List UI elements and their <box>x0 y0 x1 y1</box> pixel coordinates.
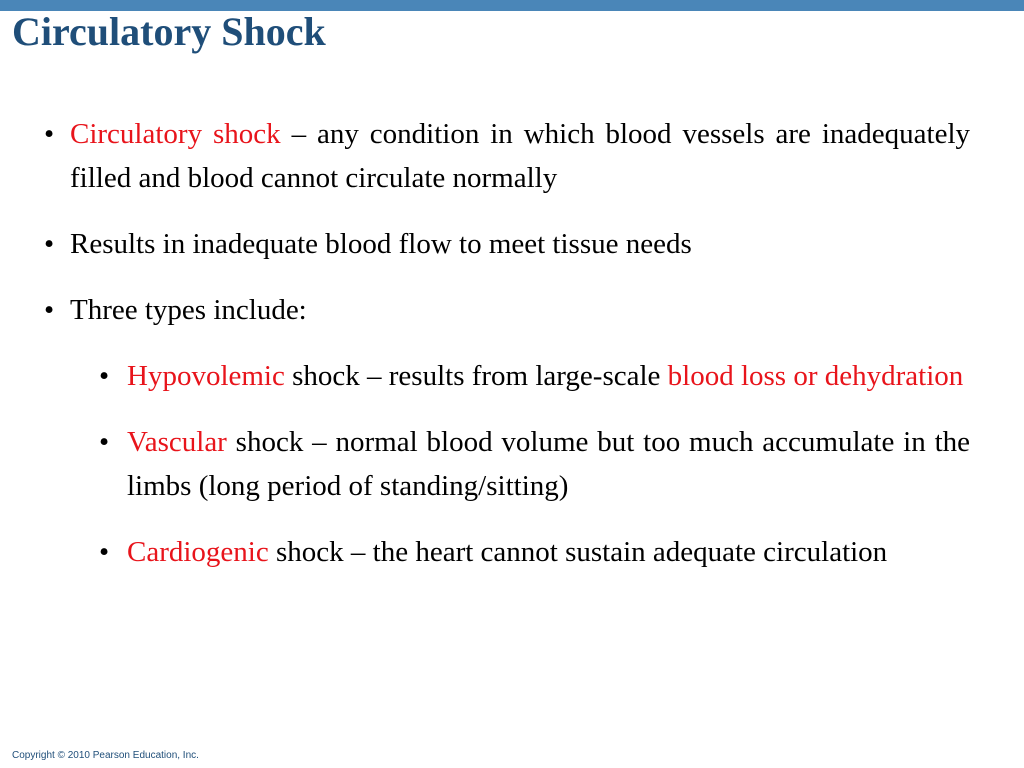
sub-bullet-item <box>99 354 970 398</box>
bullet-marker: • <box>99 426 110 458</box>
bullet-item <box>44 288 970 332</box>
bullet-item <box>44 222 970 266</box>
sub-bullet-item <box>99 530 970 574</box>
bullet-text: shock – results from large-scale <box>284 360 668 392</box>
bullet-list <box>0 112 1024 596</box>
bullet-text: Results in inadequate blood flow to meet tissue needs <box>70 228 692 260</box>
highlight-term: Circulatory shock <box>70 118 281 150</box>
bullet-text: Three types include: <box>70 294 307 326</box>
bullet-marker: • <box>44 294 55 326</box>
bullet-marker: • <box>44 228 55 260</box>
bullet-marker: • <box>44 118 55 150</box>
slide-title: Circulatory Shock <box>12 9 326 54</box>
sub-bullet-item <box>99 420 970 508</box>
highlight-term: Hypovolemic <box>127 360 285 392</box>
highlight-term: blood loss or dehydration <box>667 360 964 392</box>
bullet-text: shock – normal blood volume but too much accumulate in the limbs (long period of standing/sitting) <box>127 426 970 502</box>
bullet-marker: • <box>99 360 110 392</box>
bullet-item <box>44 112 970 200</box>
highlight-term: Vascular <box>127 426 227 458</box>
bullet-text: shock – the heart cannot sustain adequate circulation <box>268 536 888 568</box>
highlight-term: Cardiogenic <box>127 536 269 568</box>
bullet-text: – any condition in which blood vessels are inadequately filled and blood cannot circulate normally <box>70 118 970 194</box>
copyright-notice: Copyright © 2010 Pearson Education, Inc. <box>12 750 199 761</box>
bullet-marker: • <box>99 536 110 568</box>
